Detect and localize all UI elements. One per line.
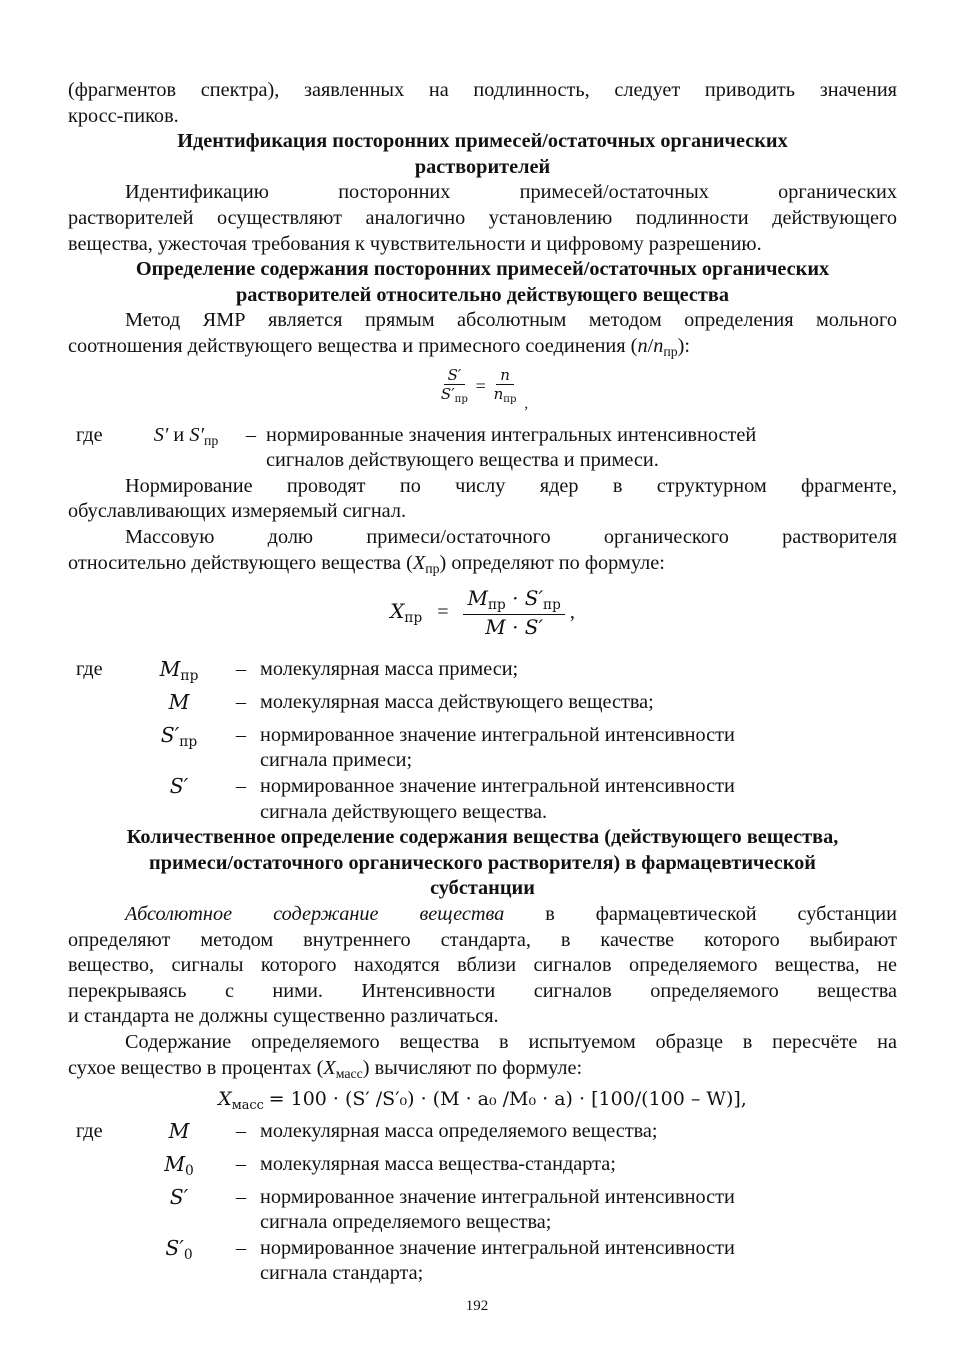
legend-formula-1 <box>68 423 756 474</box>
legend-row: $S'_{пр}$ – нормированное значение интегральной интенсивности сигнала примеси; <box>160 722 735 772</box>
legend-row: M – молекулярная масса действующего вещества; <box>168 690 654 715</box>
heading-impurity-identification: Идентификация посторонних примесей/остаточных органических растворителей <box>177 130 788 178</box>
para4-line-2: относительно действующего вещества $(X_{пр})$ определяют по формуле: <box>68 551 665 576</box>
legend-row: где M – молекулярная масса определяемого вещества; <box>76 1119 658 1144</box>
para3-line-2: обуславливающих измеряемый сигнал. <box>68 500 407 523</box>
para5-line-3: вещество, сигналы которого находятся вблизи сигналов определяемого вещества, не <box>68 954 897 977</box>
fraction-mass: $\frac{M_{пр} \cdot S'_{пр}}{M \cdot S'}$ <box>463 587 564 638</box>
para1-line-3: вещества, ужесточая требования к чувствительности и цифровому разрешению. <box>68 232 762 255</box>
page-number: 192 <box>465 1298 489 1314</box>
para6-line-2: сухое вещество в процентах $(X_{масс})$ вычисляют по формуле: <box>68 1056 583 1081</box>
formula-absolute-content: $X_{масс} = 100 \cdot (S'$ /S′₀) · (M · a₀ /M₀ · a) · [100/(100 – W)], <box>218 1088 747 1114</box>
legend-row: S′ – нормированное значение интегральной интенсивности сигнала действующего вещества. <box>169 774 735 823</box>
intro-line-1: (фрагментов спектра), заявленных на подлинность, следует приводить значения <box>68 79 897 101</box>
para5-line-5: и стандарта не должны существенно различаться. <box>68 1005 499 1028</box>
para5-line-2: определяют методом внутреннего стандарта, в качестве которого выбирают <box>68 928 897 951</box>
page-body <box>68 78 897 1287</box>
para2-line-2: соотношения действующего вещества и примесного соединения $(n/n_{пр})$: <box>68 334 691 360</box>
intro-line-2: кросс-пиков. <box>68 104 179 127</box>
legend-row: где $M_{пр}$ – молекулярная масса примеси; <box>76 657 519 685</box>
para2-line-1: Метод ЯМР является прямым абсолютным методом определения мольного <box>125 309 897 332</box>
legend-formula-3 <box>68 1119 735 1287</box>
heading-impurity-content: Определение содержания посторонних примесей/остаточных органических растворителей относительно действующего вещества <box>135 258 830 306</box>
legend-row: где S′ и $S'_{пр}$ – нормированные значения интегральных интенсивностей сигналов действующего вещества и примеси. <box>76 423 757 472</box>
para1-line-2: растворителей осуществляют аналогично установлению подлинности действующего <box>68 206 897 229</box>
legend-row: S′ – нормированное значение интегральной интенсивности сигнала определяемого вещества; <box>169 1184 735 1234</box>
para3-line-1: Нормирование проводят по числу ядер в структурном фрагменте, <box>125 474 897 497</box>
legend-row: $M_0$ – молекулярная масса вещества-стандарта; <box>164 1151 616 1180</box>
para6-line-1: Содержание определяемого вещества в испытуемом образце в пересчёте на <box>125 1030 897 1053</box>
para5-line-1: Абсолютное содержание вещества в фармацевтической субстанции <box>125 903 898 925</box>
para1-line-1: Идентификацию посторонних примесей/остаточных органических <box>125 181 897 204</box>
fraction-s-ratio: $\frac{S'}{S'_{пр}}$ <box>440 365 468 406</box>
fraction-n-ratio: $\frac{n}{n_{пр}}$ <box>493 365 517 406</box>
para4-line-1: Массовую долю примеси/остаточного органического растворителя <box>125 526 897 549</box>
para5-line-4: перекрываясь с ними. Интенсивности сигналов определяемого вещества <box>68 979 897 1002</box>
legend-row: $S'_0$ – нормированное значение интегральной интенсивности сигнала стандарта; <box>165 1235 735 1285</box>
heading-quantitative-determination: Количественное определение содержания вещества (действующего вещества, примеси/остаточного органического растворителя) в фармацевтической субстанции <box>126 826 839 900</box>
formula-molar-ratio: $\frac{S'}{S'_{пр}}$ = $\frac{n}{n_{пр}}$ , <box>68 365 897 423</box>
formula-mass-fraction: $X_{пр}$ = $\frac{M_{пр} \cdot S'_{пр}}{M \cdot S'}$ , <box>390 586 575 640</box>
legend-formula-2 <box>68 657 735 825</box>
